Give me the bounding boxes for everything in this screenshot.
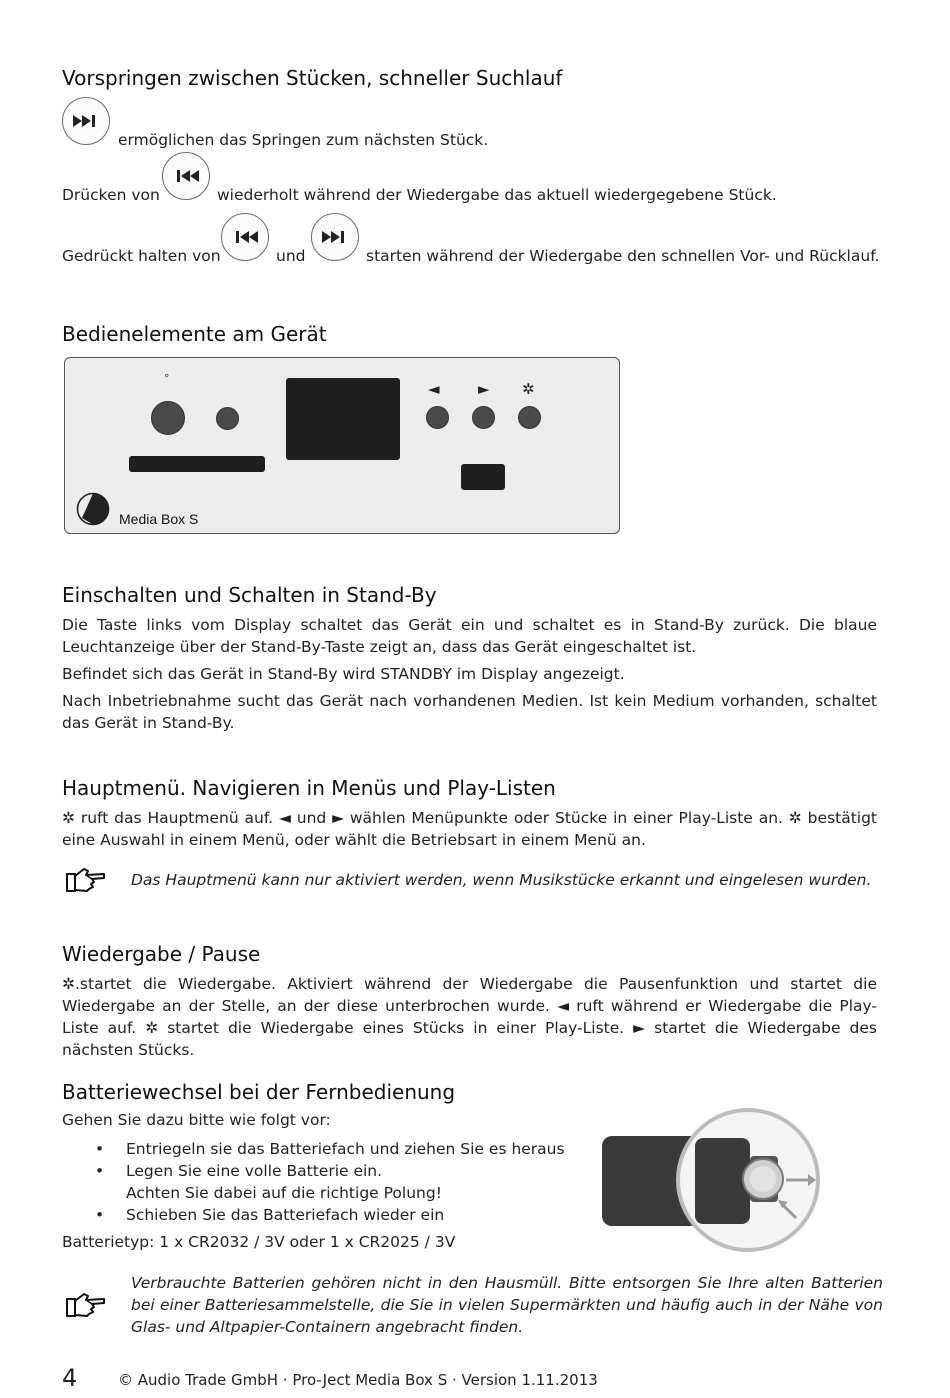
pointing-hand-icon xyxy=(64,1287,108,1323)
skip-next-icon xyxy=(62,97,110,145)
pointing-hand-icon xyxy=(64,862,108,898)
standby-button[interactable] xyxy=(151,401,185,435)
ir-sensor xyxy=(216,407,239,430)
standby-keyword: STANDBY xyxy=(380,665,452,683)
bullet: • xyxy=(95,1162,105,1180)
bullet: • xyxy=(95,1206,105,1224)
skip-previous-icon xyxy=(162,152,210,200)
battery-steps-list xyxy=(62,1138,565,1226)
card-slot xyxy=(129,456,265,472)
section-title-standby: Einschalten und Schalten in Stand-By xyxy=(62,583,437,607)
section-title-battery: Batteriewechsel bei der Fernbedienung xyxy=(62,1080,456,1104)
battery-type: Batterietyp: 1 x CR2032 / 3V oder 1 x CR2025 / 3V xyxy=(62,1233,456,1251)
section-title-controls: Bedienelemente am Gerät xyxy=(62,322,327,346)
display xyxy=(286,378,400,460)
skip-previous-icon xyxy=(221,213,269,261)
left-symbol: ◄ xyxy=(428,380,440,398)
project-logo-icon xyxy=(76,492,110,530)
battery-intro: Gehen Sie dazu bitte wie folgt vor: xyxy=(62,1111,331,1129)
left-button[interactable] xyxy=(426,406,449,429)
skip-line-2-pre: Drücken von xyxy=(62,186,160,204)
list-item xyxy=(62,1138,565,1160)
section-title-playback: Wiedergabe / Pause xyxy=(62,942,261,966)
usb-port xyxy=(461,464,505,490)
skip-line-3-post: starten während der Wiedergabe den schnellen Vor- und Rücklauf. xyxy=(366,247,880,265)
menu-paragraph: ✲ ruft das Hauptmenü auf. ◄ und ► wählen Menüpunkte oder Stücke in einer Play-Liste an. ✲ bestätigt eine Auswahl in einem Menü, oder wählt die Betriebsart in einem Menü an. xyxy=(62,809,877,849)
remote-battery-illustration xyxy=(600,1108,830,1260)
skip-line-2-post: wiederholt während der Wiedergabe das aktuell wiedergegebene Stück. xyxy=(217,186,777,204)
section-title-skip: Vorspringen zwischen Stücken, schneller Suchlauf xyxy=(62,66,563,90)
skip-line-3-mid: und xyxy=(276,247,306,265)
device-label: Media Box S xyxy=(119,511,199,527)
standby-p2-post: im Display angezeigt. xyxy=(451,665,625,683)
page-number: 4 xyxy=(62,1364,78,1392)
star-symbol: ✲ xyxy=(522,380,535,398)
skip-line-3-pre: Gedrückt halten von xyxy=(62,247,221,265)
standby-paragraph-2 xyxy=(62,663,877,685)
list-item xyxy=(62,1204,565,1226)
bullet: • xyxy=(95,1140,105,1158)
skip-next-icon xyxy=(311,213,359,261)
battery-step-3: Schieben Sie das Batteriefach wieder ein xyxy=(126,1206,445,1224)
skip-line-1: ermöglichen das Springen zum nächsten Stück. xyxy=(118,131,489,149)
battery-step-2-sub: Achten Sie dabei auf die richtige Polung! xyxy=(126,1184,442,1202)
list-item-sub xyxy=(62,1182,565,1204)
device-front-panel xyxy=(64,357,620,534)
right-button[interactable] xyxy=(472,406,495,429)
battery-step-2: Legen Sie eine volle Batterie ein. xyxy=(126,1162,383,1180)
battery-step-1: Entriegeln sie das Batteriefach und ziehen Sie es heraus xyxy=(126,1140,565,1158)
battery-note: Verbrauchte Batterien gehören nicht in den Hausmüll. Bitte entsorgen Sie Ihre alten Batterien bei einer Batteriesammelstelle, die Sie in vielen Supermärkten und häufig auch in der Nähe von Glas- und Altpapier-Containern angebracht finden. xyxy=(131,1274,883,1336)
menu-note: Das Hauptmenü kann nur aktiviert werden, wenn Musikstücke erkannt und eingelesen wurden. xyxy=(131,871,872,889)
playback-paragraph: ✲.startet die Wiedergabe. Aktiviert während der Wiedergabe die Pausenfunktion und startet die Wiedergabe an der Stelle, an der diese unterbrochen wurde. ◄ ruft während er Wiedergabe die Play-Liste auf. ✲ startet die Wiedergabe eines Stücks in einer Play-Liste. ► startet die Wiedergabe des nächsten Stücks. xyxy=(62,975,877,1059)
list-item xyxy=(62,1160,565,1182)
footer-text: © Audio Trade GmbH · Pro-Ject Media Box S · Version 1.11.2013 xyxy=(118,1371,598,1389)
power-led-indicator: ° xyxy=(164,372,170,385)
star-button[interactable] xyxy=(518,406,541,429)
standby-paragraph-3: Nach Inbetriebnahme sucht das Gerät nach vorhandenen Medien. Ist kein Medium vorhanden, schaltet das Gerät in Stand-By. xyxy=(62,692,877,732)
right-symbol: ► xyxy=(478,380,490,398)
section-title-menu: Hauptmenü. Navigieren in Menüs und Play-Listen xyxy=(62,776,556,800)
standby-p2-pre: Befindet sich das Gerät in Stand-By wird xyxy=(62,665,381,683)
standby-paragraph-1: Die Taste links vom Display schaltet das Gerät ein und schaltet es in Stand-By zurück. Die blaue Leuchtanzeige über der Stand-By-Taste zeigt an, dass das Gerät eingeschaltet ist. xyxy=(62,616,877,656)
